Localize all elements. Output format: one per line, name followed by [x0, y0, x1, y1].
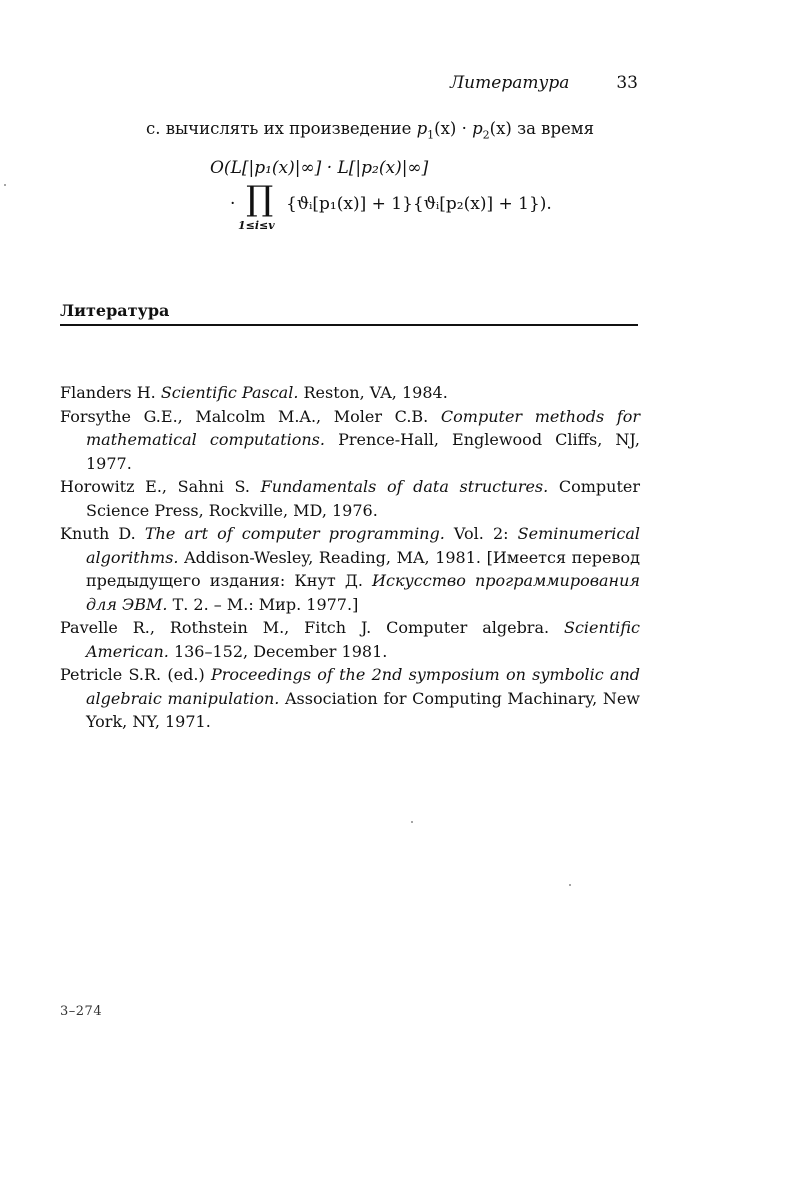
ref-translation-title: Искусство программирования для ЭВМ.: [86, 571, 640, 614]
ref-volume-title: Seminumerical algorithms.: [86, 524, 641, 567]
scan-speck: [411, 821, 413, 823]
ref-publisher: Prence-Hall, Englewood Cliffs, NJ, 1977.: [86, 430, 640, 473]
ref-title: Computer methods for mathematical computations.: [86, 406, 641, 449]
ref-title: Proceedings of the 2nd symposium on symbolic and algebraic manipulation.: [86, 665, 641, 708]
ref-authors: Forsythe G.E., Malcolm M.A., Moler C.B.: [60, 406, 441, 426]
reference-item: [60, 616, 640, 663]
signature-mark: 3–274: [60, 1004, 103, 1019]
ref-authors: Knuth D.: [60, 524, 145, 543]
p2-symbol: p: [472, 119, 483, 138]
ref-title: Scientific American.: [86, 618, 640, 661]
running-head: [450, 72, 638, 94]
ref-authors: Pavelle R., Rothstein M., Fitch J. Computer algebra.: [60, 618, 564, 637]
product-dot: ·: [461, 119, 467, 138]
ref-title: The art of computer programming.: [144, 524, 445, 543]
section-rule: [60, 324, 638, 326]
scan-speck: [569, 884, 571, 886]
page-number: 33: [616, 73, 638, 93]
ref-authors: Horowitz E., Sahni S.: [60, 477, 261, 496]
ref-publisher: Addison-Wesley, Reading, MA, 1981. [Имеется перевод предыдущего издания: Кнут Д.: [86, 547, 640, 590]
formula-line-1: O(L[|p₁(x)|∞] · L[|p₂(x)|∞]: [210, 158, 429, 178]
reference-item: [60, 663, 640, 734]
ref-title: Fundamentals of data structures.: [260, 477, 549, 496]
reference-list: [60, 381, 640, 734]
reference-item: [60, 522, 640, 616]
ref-publisher: Association for Computing Machinary, New York, NY, 1971.: [86, 688, 640, 731]
ref-publisher: 136–152, December 1981.: [168, 641, 388, 661]
item-text-after: за время: [517, 119, 595, 138]
ref-translation-publisher: Т. 2. – М.: Мир. 1977.]: [167, 594, 359, 614]
section-heading: Литература: [60, 301, 170, 320]
enumerated-item-c: [146, 118, 594, 140]
reference-item: [60, 405, 640, 476]
product-symbol: ∏: [246, 179, 274, 219]
p1-symbol: p: [416, 119, 428, 138]
p1-subscript: 1: [427, 128, 435, 142]
product-range: 1≤i≤v: [238, 219, 275, 232]
ref-authors: Petricle S.R. (ed.): [60, 665, 211, 684]
ref-publisher: Computer Science Press, Rockville, MD, 1976.: [86, 477, 641, 520]
scan-speck: [4, 184, 6, 186]
p2-argument: (x): [489, 119, 512, 138]
reference-item: [60, 475, 640, 522]
ref-authors: Flanders H.: [60, 383, 161, 402]
ref-publisher: Reston, VA, 1984.: [298, 383, 448, 402]
p1-argument: (x): [434, 119, 457, 138]
item-label: с.: [146, 119, 161, 138]
ref-title: Scientific Pascal.: [160, 383, 299, 402]
reference-item: [60, 381, 640, 405]
p2-subscript: 2: [482, 128, 490, 142]
item-text-before: вычислять их произведение: [165, 119, 412, 138]
ref-volume: Vol. 2:: [444, 524, 518, 543]
formula-line-2: {ϑᵢ[p₁(x)] + 1}{ϑᵢ[p₂(x)] + 1}).: [286, 194, 552, 214]
formula-dot: ·: [230, 194, 236, 214]
running-head-title: Литература: [450, 73, 570, 93]
